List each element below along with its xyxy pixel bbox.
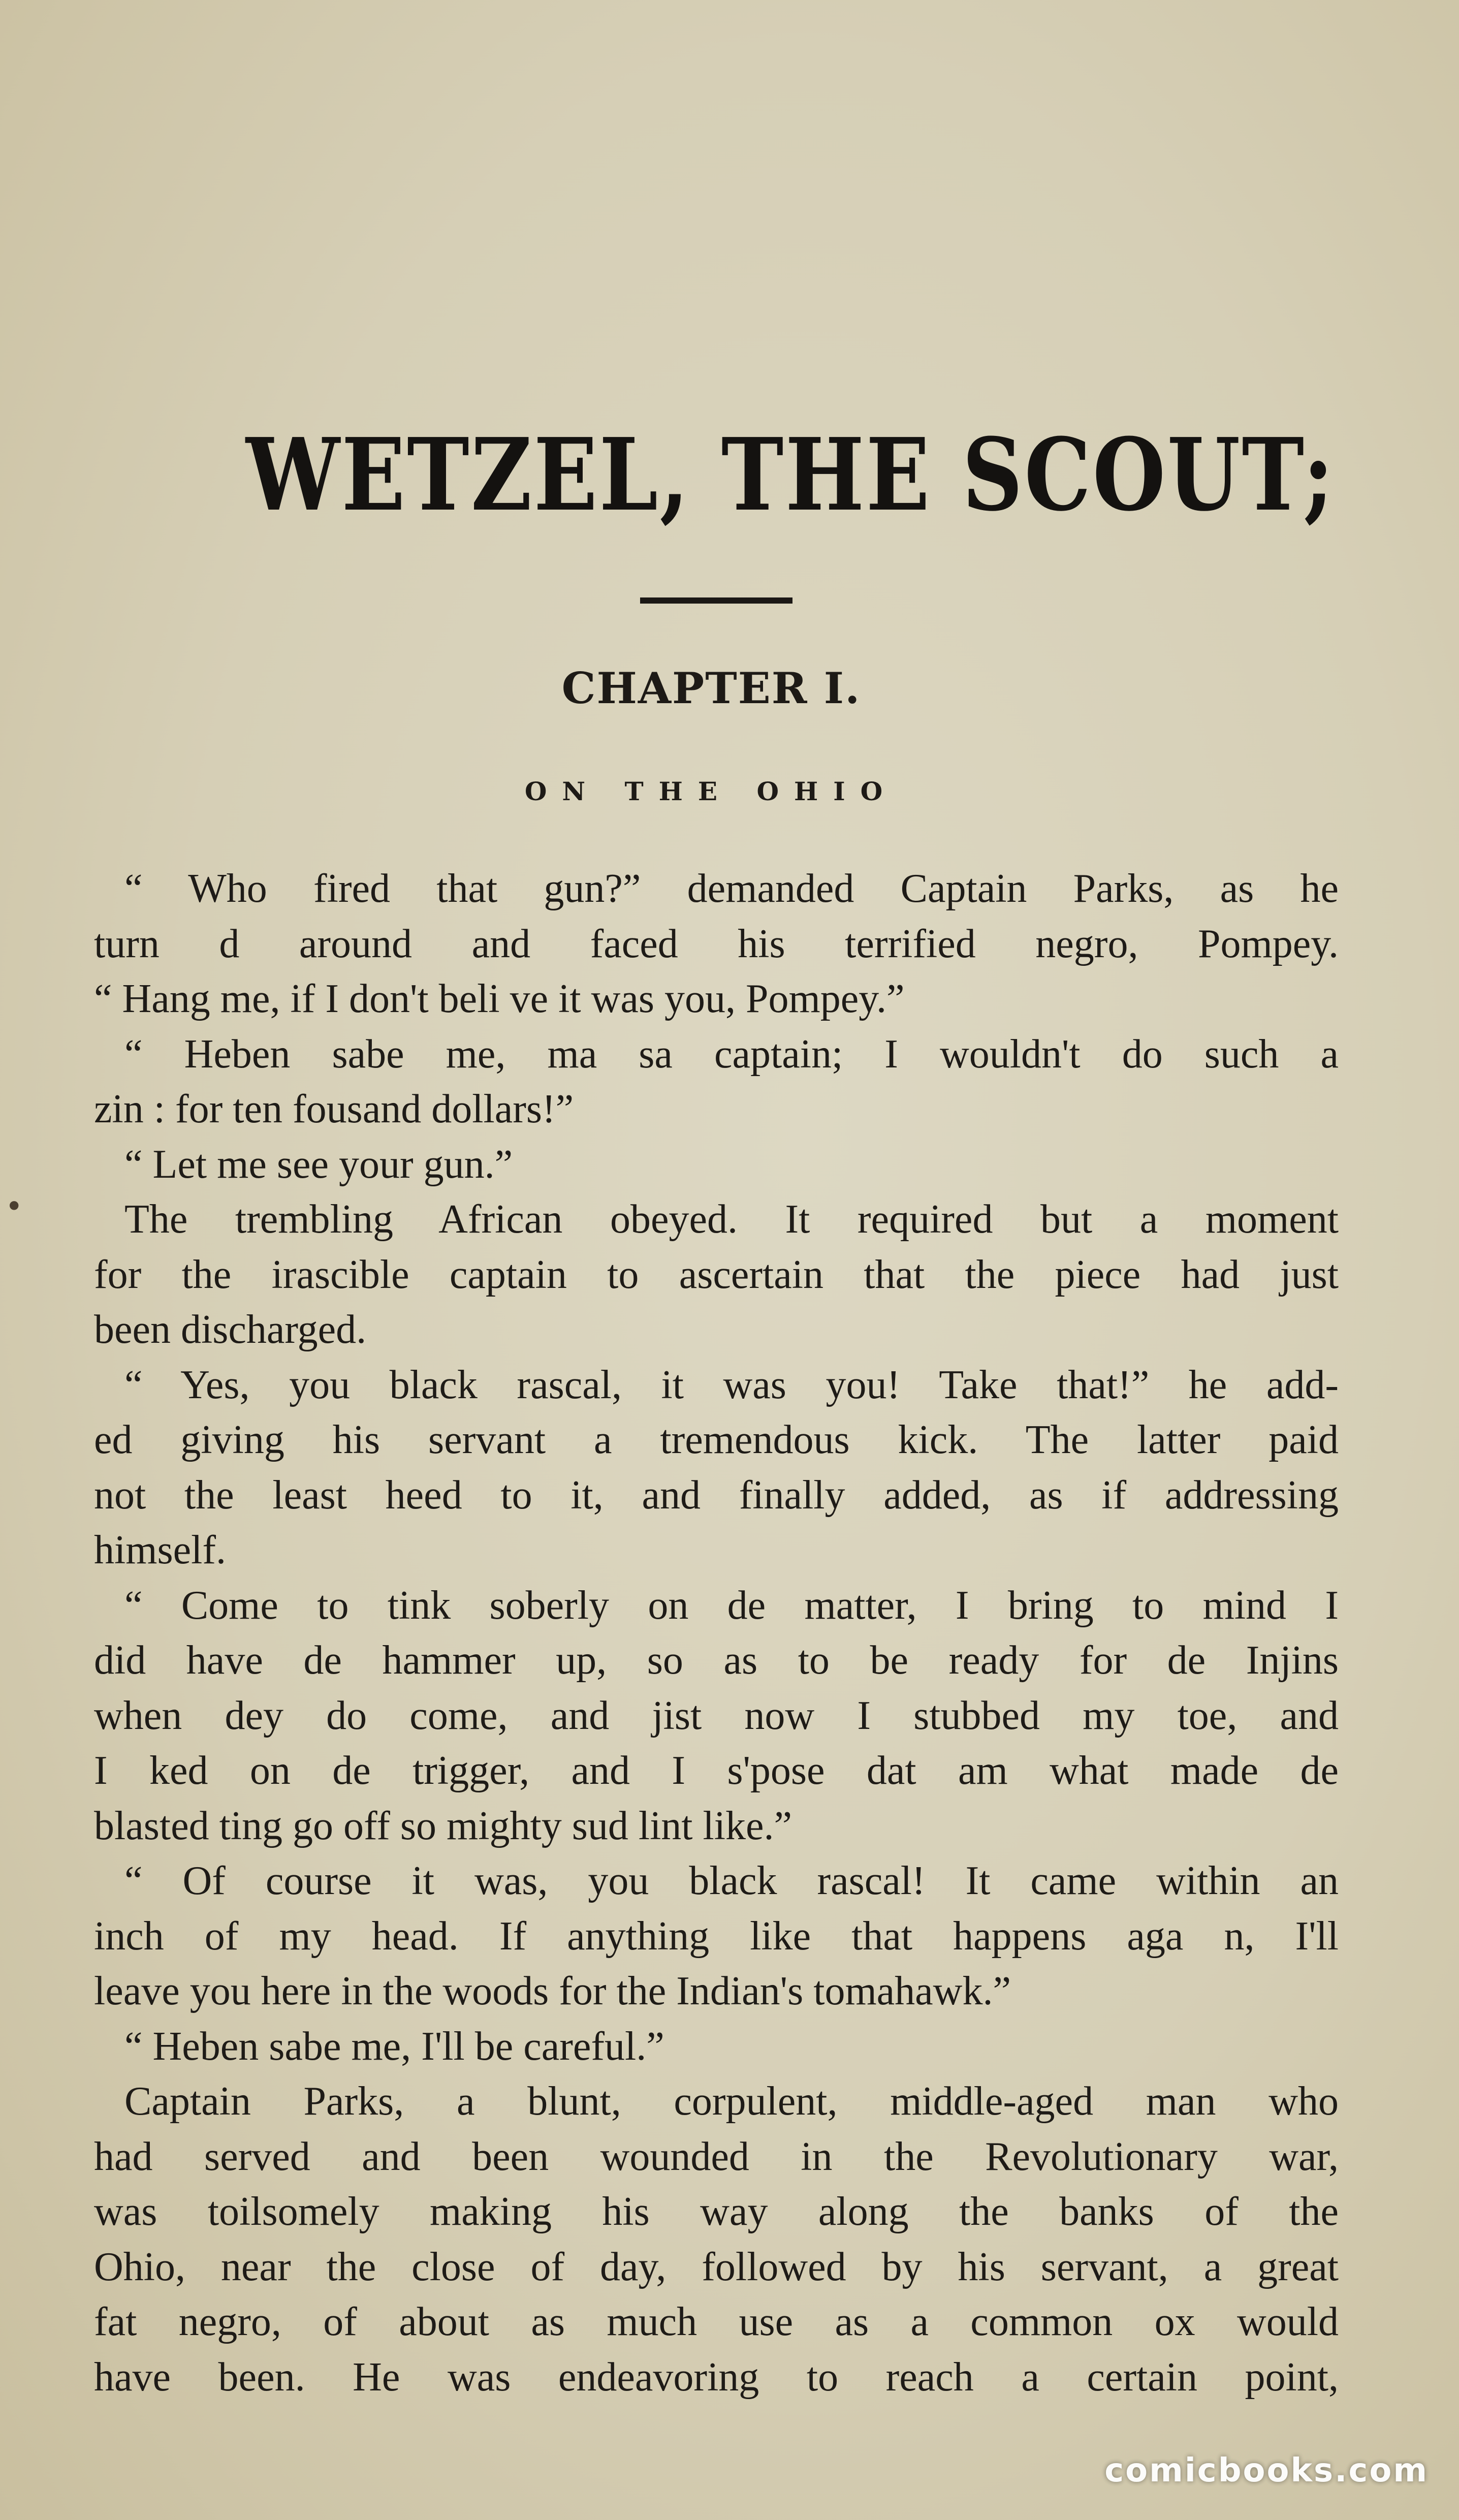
text-line: for the irascible captain to ascertain that the piece had just [94, 1252, 1339, 1297]
margin-mark: • [5, 1189, 23, 1224]
text-line: ed giving his servant a tremendous kick. The latter paid [94, 1418, 1339, 1462]
text-line: “ Let me see your gun.” [124, 1142, 513, 1187]
text-line: fat negro, of about as much use as a common ox would [94, 2300, 1339, 2344]
text-line: “ Who fired that gun?” demanded Captain Parks, as he [124, 866, 1339, 911]
text-line: was toilsomely making his way along the banks of the [94, 2189, 1339, 2234]
text-line: had served and been wounded in the Revolutionary war, [94, 2134, 1339, 2179]
text-line: “ Heben sabe me, I'll be careful.” [124, 2024, 664, 2069]
text-line: “ Of course it was, you black rascal! It came within an [124, 1858, 1339, 1903]
text-line: I ked on de trigger, and I s'pose dat am what made de [94, 1748, 1339, 1793]
text-line: “ Heben sabe me, ma sa captain; I wouldn't do such a [124, 1031, 1339, 1077]
chapter-subheading: ON THE OHIO [524, 776, 898, 806]
text-line: “ Yes, you black rascal, it was you! Take that!” he add- [124, 1362, 1339, 1407]
text-line: Captain Parks, a blunt, corpulent, middle-aged man who [124, 2079, 1339, 2124]
text-line: been discharged. [94, 1307, 367, 1352]
text-line: “ Come to tink soberly on de matter, I bring to mind I [124, 1583, 1339, 1628]
text-line: did have de hammer up, so as to be ready for de Injins [94, 1638, 1339, 1683]
title-rule [640, 597, 792, 604]
text-line: The trembling African obeyed. It required but a moment [124, 1197, 1339, 1242]
text-line: “ Hang me, if I don't beli ve it was you, Pompey.” [94, 976, 905, 1021]
text-line: Ohio, near the close of day, followed by his servant, a great [94, 2244, 1339, 2289]
chapter-heading: CHAPTER I. [561, 663, 861, 713]
text-line: himself. [94, 1528, 226, 1572]
text-line: when dey do come, and jist now I stubbed my toe, and [94, 1693, 1339, 1738]
body-text [94, 861, 1339, 2405]
text-line: zin : for ten fousand dollars!” [94, 1087, 574, 1131]
page-title: WETZEL, THE SCOUT; [246, 417, 1336, 533]
text-line: have been. He was endeavoring to reach a certain point, [94, 2354, 1339, 2400]
text-line: turn d around and faced his terrified negro, Pompey. [94, 921, 1339, 966]
site-watermark: comicbooks.com [1104, 2452, 1429, 2490]
text-line: not the least heed to it, and finally added, as if addressing [94, 1472, 1339, 1518]
text-line: leave you here in the woods for the Indian's tomahawk.” [94, 1969, 1011, 2013]
text-line: inch of my head. If anything like that happens aga n, I'll [94, 1913, 1339, 1959]
text-line: blasted ting go off so mighty sud lint like.” [94, 1803, 792, 1848]
